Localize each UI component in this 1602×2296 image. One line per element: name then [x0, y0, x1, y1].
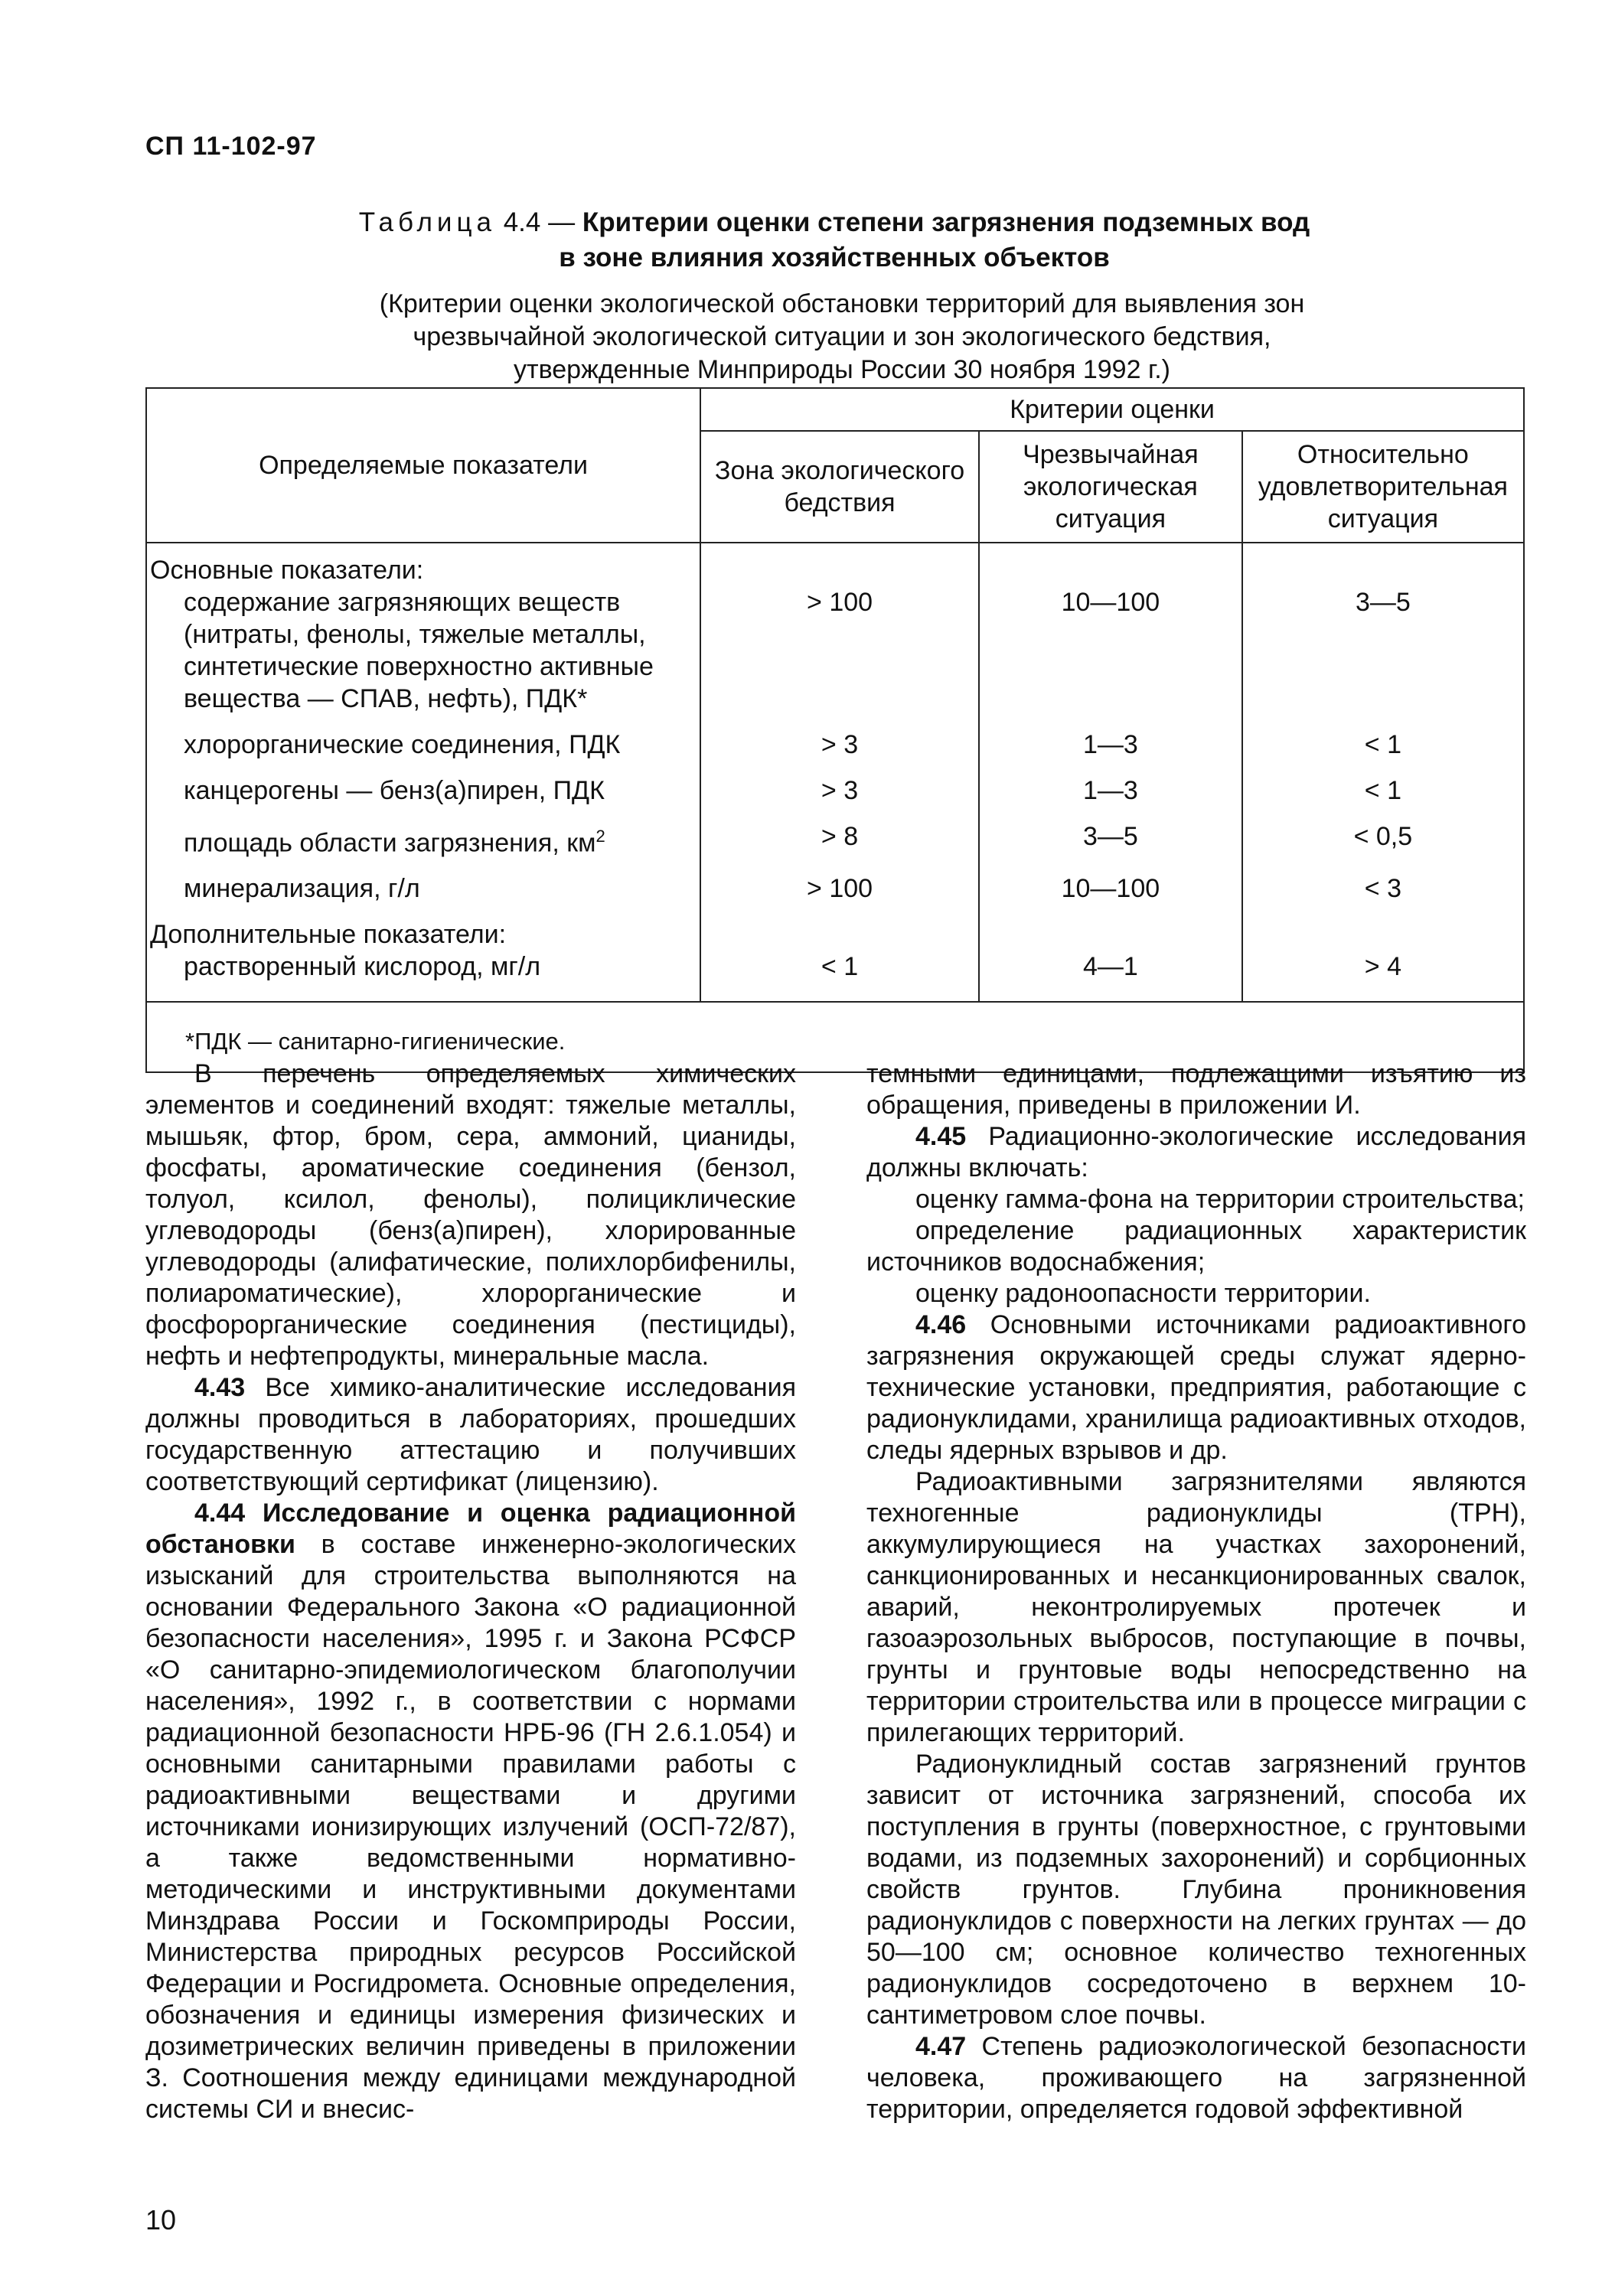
cell-value: 4—1 [979, 951, 1242, 1002]
cell-value: 1—3 [979, 761, 1242, 807]
table-title-bold-1: Критерии оценки степени загрязнения подземных вод [582, 207, 1310, 237]
cell-value: < 1 [700, 951, 979, 1002]
paragraph: темными единицами, подлежащими изъятию из обращения, приведены в приложении И. [866, 1059, 1526, 1120]
section-number: 4.45 [915, 1122, 967, 1151]
paragraph-text: Радиационно-экологические исследования должны включать: [866, 1122, 1526, 1182]
subtitle-line-1: (Критерии оценки экологической обстановки территорий для выявления зон [379, 289, 1305, 318]
table-subtitle [230, 288, 1454, 386]
table-footnote: *ПДК — санитарно-гигиенические. [146, 1002, 1524, 1072]
table-row [146, 586, 1524, 715]
table-title-number: 4.4 — [503, 207, 576, 237]
subtitle-line-2: чрезвычайной экологической ситуации и зон экологического бедствия, [413, 322, 1271, 351]
table-row [146, 951, 1524, 1002]
table-row [146, 715, 1524, 761]
section-number: 4.44 [194, 1499, 246, 1528]
table-row [146, 905, 1524, 951]
cell-value: 3—5 [1242, 586, 1524, 715]
paragraph-text: в составе инженерно-экологических изысканий для строительства выполняются на основании Федерального Закона «О радиационной безопасности населения», 1995 г. и Закона РСФСР «О санитарно-эпидемиологическом благополучии населения», 1992 г., в соответствии с нормами радиационной безопасности НРБ-96 (ГН 2.6.1.054) и основными санитарными правилами работы с радиоактивными веществами и другими источниками ионизирующих излучений (ОСП-72/87), а также ведомственными нормативно-методическими и инструктивными документами Минздрава России и Госкомприроды России, Министерства природных ресурсов Российской Федерации и Росгидромета. Основные определения, обозначения и единицы измерения физических и дозиметрических величин приведены в приложении З. Соотношения между единицами международной системы СИ и внесис- [145, 1530, 796, 2124]
paragraph: В перечень определяемых химических элементов и соединений входят: тяжелые металлы, мышьяк, фтор, бром, сера, аммоний, цианиды, фосфаты, ароматические соединения (бензол, толуол, ксилол, фенолы), полициклические углеводороды (бенз(а)пирен), хлорированные углеводороды (алифатические, полихлорбифенилы, полиароматические), хлорорганические и фосфорорганические соединения (пестициды), нефть и нефтепродукты, минеральные масла. [145, 1059, 796, 1371]
param-carcinogens: канцерогены — бенз(а)пирен, ПДК [184, 776, 605, 805]
cell-value: > 3 [700, 761, 979, 807]
header-satisfactory: Относительно удовлетворительная ситуация [1242, 431, 1524, 543]
cell-value: > 3 [700, 715, 979, 761]
paragraph [866, 1309, 1526, 1466]
section-number: 4.47 [915, 2032, 967, 2061]
table-row [146, 761, 1524, 807]
cell-value: < 1 [1242, 715, 1524, 761]
table-title-prefix: Таблица [358, 207, 496, 237]
cell-value: > 8 [700, 807, 979, 859]
header-criteria: Критерии оценки [700, 388, 1524, 431]
table-row [146, 859, 1524, 905]
list-item: оценку гамма-фона на территории строительства; [915, 1185, 1525, 1214]
group-extra-label: Дополнительные показатели: [146, 905, 700, 951]
cell-value: 3—5 [979, 807, 1242, 859]
paragraph [145, 1372, 796, 1498]
left-column [145, 1058, 796, 2125]
param-area-sup: 2 [595, 827, 605, 846]
cell-value: 10—100 [979, 586, 1242, 715]
paragraph-text: Все химико-аналитические исследования должны проводиться в лабораториях, прошедших государственную аттестацию и получивших соответствующий сертификат (лицензию). [145, 1373, 796, 1496]
paragraph-text: Основными источниками радиоактивного загрязнения окружающей среды служат ядерно-технические установки, предприятия, работающие с радионуклидами, хранилища радиоактивных отходов, следы ядерных взрывов и др. [866, 1310, 1526, 1465]
param-pollutants: содержание загрязняющих веществ (нитраты, фенолы, тяжелые металлы, синтетические поверхностно активные вещества — СПАВ, нефть), ПДК* [184, 588, 654, 713]
cell-value: 10—100 [979, 859, 1242, 905]
cell-value: < 3 [1242, 859, 1524, 905]
param-area [150, 820, 700, 859]
paragraph: Радиоактивными загрязнителями являются техногенные радионуклиды (ТРН), аккумулирующиеся на участках захоронений, санкционированных и несанкционированных свалок, аварий, неконтролируемых протечек и газоаэрозольных выбросов, поступающие в почвы, грунты и грунтовые воды непосредственно на территории строительства или в процессе миграции с прилегающих территорий. [866, 1467, 1526, 1747]
cell-value: 1—3 [979, 715, 1242, 761]
header-parameters: Определяемые показатели [146, 388, 700, 543]
table-title-bold-2: в зоне влияния хозяйственных объектов [559, 243, 1110, 272]
paragraph: Радионуклидный состав загрязнений грунтов зависит от источника загрязнений, способа их поступления в грунты (поверхностное, с грунтовыми водами, из подземных захоронений) и сорбционных свойств грунтов. Глубина проникновения радионуклидов с поверхности на легких грунтах — до 50—100 см; основное количество техногенных радионуклидов сосредоточено в верхнем 10-сантиметровом слое почвы. [866, 1750, 1526, 2030]
table-row [146, 807, 1524, 859]
list-item: оценку радоноопасности территории. [915, 1279, 1371, 1308]
cell-value: > 100 [700, 586, 979, 715]
group-main-label: Основные показатели: [146, 543, 700, 586]
section-number: 4.46 [915, 1310, 967, 1339]
section-heading: Исследование и оценка радиационной обстановки [145, 1499, 796, 1559]
header-disaster-zone: Зона экологического бедствия [700, 431, 979, 543]
subtitle-line-3: утвержденные Минприроды России 30 ноября 1992 г.) [514, 355, 1170, 384]
table-row [146, 543, 1524, 586]
table-title [145, 205, 1523, 276]
paragraph [145, 1498, 796, 2125]
paragraph [866, 2031, 1526, 2125]
document-code: СП 11-102-97 [145, 132, 317, 161]
cell-value: < 0,5 [1242, 807, 1524, 859]
page-number: 10 [145, 2204, 177, 2236]
cell-value: > 100 [700, 859, 979, 905]
paragraph-text: Степень радиоэкологической безопасности человека, проживающего на загрязненной территории, определяется годовой эффективной [866, 2032, 1526, 2124]
paragraph [866, 1121, 1526, 1184]
param-mineralization: минерализация, г/л [184, 874, 420, 904]
criteria-table [145, 387, 1525, 1073]
header-emergency: Чрезвычайная экологическая ситуация [979, 431, 1242, 543]
cell-value: > 4 [1242, 951, 1524, 1002]
right-column [866, 1058, 1526, 2125]
list-item: определение радиационных характеристик источников водоснабжения; [866, 1216, 1526, 1277]
cell-value: < 1 [1242, 761, 1524, 807]
param-area-text: площадь области загрязнения, км [184, 828, 596, 858]
param-organochlorine: хлорорганические соединения, ПДК [184, 730, 621, 759]
section-number: 4.43 [194, 1373, 246, 1402]
param-oxygen: растворенный кислород, мг/л [184, 952, 541, 982]
